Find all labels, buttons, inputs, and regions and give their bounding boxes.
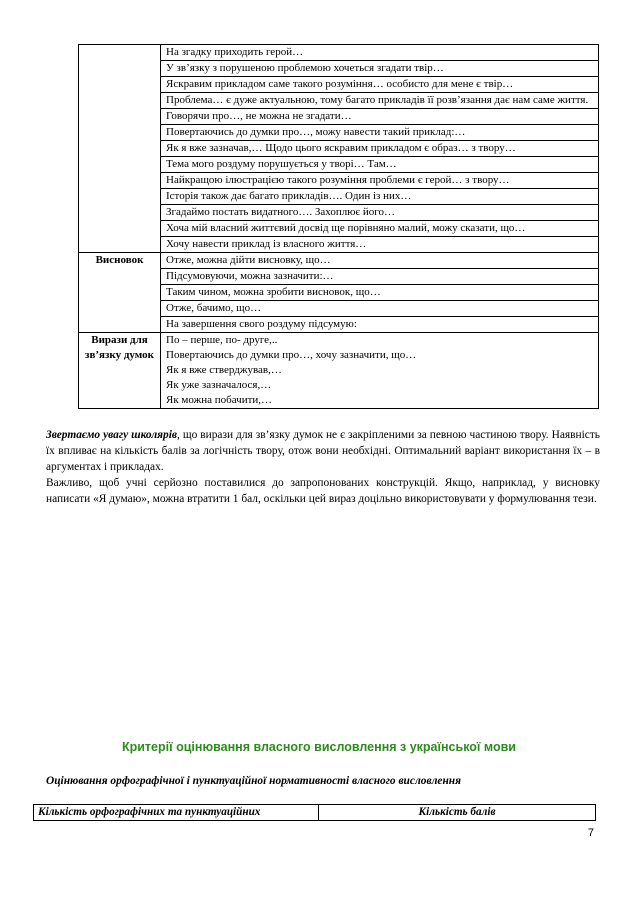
table-cell: Найкращою ілюстрацією такого розуміння проблеми є герой… з твору…: [161, 173, 599, 189]
table-cell: Хочу навести приклад із власного життя…: [161, 237, 599, 253]
table-cell: У зв’язку з порушеною проблемою хочеться згадати твір…: [161, 61, 599, 77]
note-paragraph: [46, 427, 600, 475]
table-row: [79, 333, 599, 409]
table-cell: Тема мого роздуму порушується у творі… Там…: [161, 157, 599, 173]
section-label-conclusion: Висновок: [79, 253, 161, 333]
section-label-linking-phrases: Вирази для зв’язку думок: [79, 333, 161, 409]
table-cell: Отже, можна дійти висновку, що…: [161, 253, 599, 269]
table-cell: Як я вже зазначав,… Щодо цього яскравим прикладом є образ… з твору…: [161, 141, 599, 157]
criteria-header-points: Кількість балів: [319, 805, 596, 821]
page-number: 7: [587, 827, 594, 839]
note-text: , що вирази для зв’язку думок не є закріпленими за певною частиною твору. Наявність їх впливає на кількість балів за логічність твору, отож вони необхідні. Оптимальний варіант використання їх – в аргументах і прикладах.: [46, 429, 600, 473]
note-paragraph: Важливо, щоб учні серйозно поставилися до запропонованих конструкцій. Якщо, наприклад, у висновку написати «Я думаю», можна втратити 1 бал, оскільки цей вираз доцільно використовувати у формулювання тези.: [46, 477, 600, 505]
section-label-arguments: [79, 45, 161, 253]
phrases-table: [78, 44, 599, 409]
phrase-line: Повертаючись до думки про…, хочу зазначити, що…: [166, 349, 417, 361]
table-cell: На згадку приходить герой…: [161, 45, 599, 61]
section-heading: Критерії оцінювання власного висловлення з української мови: [121, 740, 516, 754]
phrase-line: Як можна побачити,…: [166, 394, 273, 406]
phrase-line: По – перше, по- друге,..: [166, 334, 278, 346]
table-cell: Повертаючись до думки про…, можу навести такий приклад:…: [161, 125, 599, 141]
phrase-line: Як уже зазначалося,…: [166, 379, 272, 391]
table-row: [34, 805, 596, 821]
note-emphasis: Звертаємо увагу школярів: [46, 429, 177, 441]
table-cell: Таким чином, можна зробити висновок, що…: [161, 285, 599, 301]
criteria-header-errors: Кількість орфографічних та пунктуаційних: [34, 805, 319, 821]
table-cell: Отже, бачимо, що…: [161, 301, 599, 317]
table-cell: Згадаймо постать видатного…. Захоплює його…: [161, 205, 599, 221]
table-cell: Проблема… є дуже актуальною, тому багато прикладів її розв’язання дає нам саме життя.: [161, 93, 599, 109]
phrase-line: Як я вже стверджував,…: [166, 364, 282, 376]
table-cell: [161, 333, 599, 409]
table-cell: Підсумовуючи, можна зазначити:…: [161, 269, 599, 285]
table-row: [79, 253, 599, 269]
table-cell: Говорячи про…, не можна не згадати…: [161, 109, 599, 125]
table-row: [79, 45, 599, 61]
table-cell: На завершення свого роздуму підсумую:: [161, 317, 599, 333]
table-cell: Яскравим прикладом саме такого розуміння… особисто для мене є твір…: [161, 77, 599, 93]
section-subheading: Оцінювання орфографічної і пунктуаційної нормативності власного висловлення: [46, 775, 461, 787]
table-cell: Хоча мій власний життєвий досвід ще порівняно малий, можу сказати, що…: [161, 221, 599, 237]
criteria-table: [33, 804, 596, 821]
table-cell: Історія також дає багато прикладів…. Один із них…: [161, 189, 599, 205]
notes-block: [46, 427, 600, 507]
